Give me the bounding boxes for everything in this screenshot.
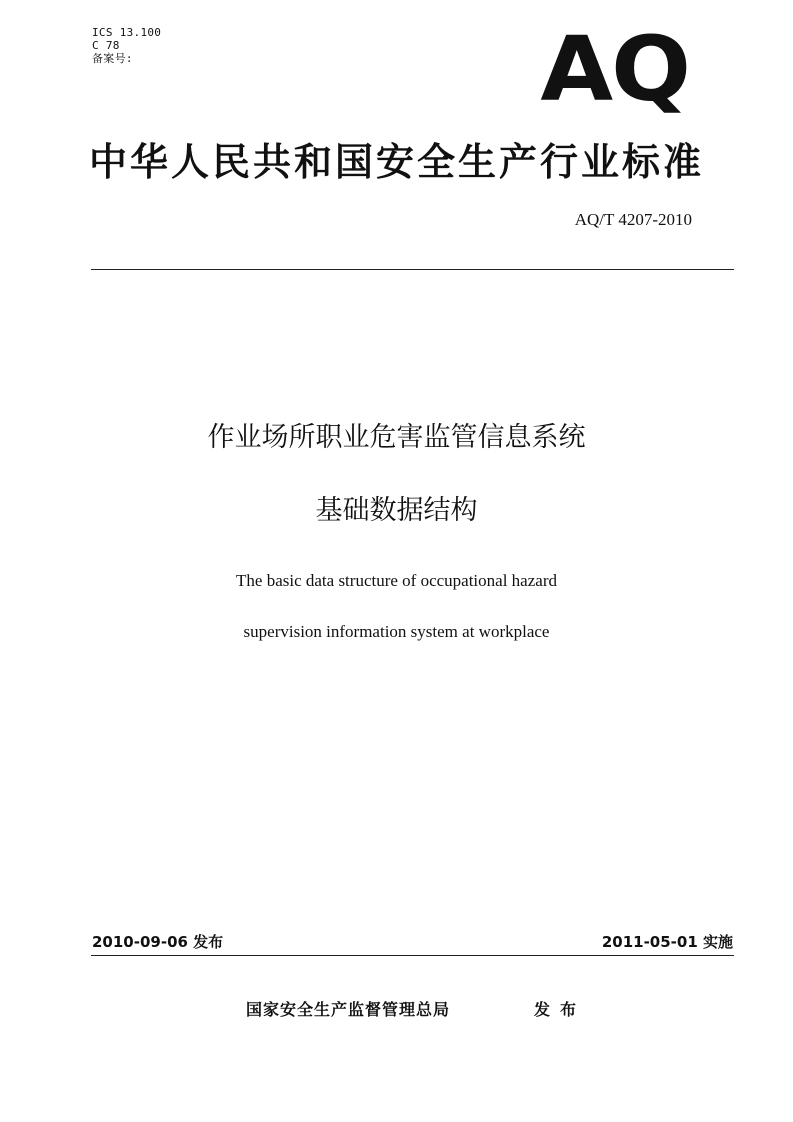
publish-label: 发布: [534, 1000, 587, 1019]
english-title-line-2: supervision information system at workplace: [243, 622, 550, 641]
issue-date: 2010-09-06 发布: [92, 933, 224, 951]
implementation-date: 2011-05-01 实施: [601, 933, 733, 951]
ics-code: ICS 13.100: [92, 26, 162, 39]
standard-number: AQ/T 4207-2010: [574, 210, 692, 229]
chinese-title-line-1: 作业场所职业危害监管信息系统: [207, 422, 586, 453]
top-divider: [91, 269, 734, 270]
record-number-label: 备案号:: [92, 52, 133, 65]
publisher-name: 国家安全生产监督管理总局: [246, 1000, 451, 1019]
chinese-title-line-2: 基础数据结构: [315, 495, 478, 526]
classification-code: C 78: [92, 39, 120, 52]
standard-category-title: 中华人民共和国安全生产行业标准: [88, 140, 704, 184]
bottom-divider: [91, 955, 734, 956]
aq-logo: AQ: [540, 18, 689, 122]
english-title-line-1: The basic data structure of occupational hazard: [236, 571, 557, 590]
